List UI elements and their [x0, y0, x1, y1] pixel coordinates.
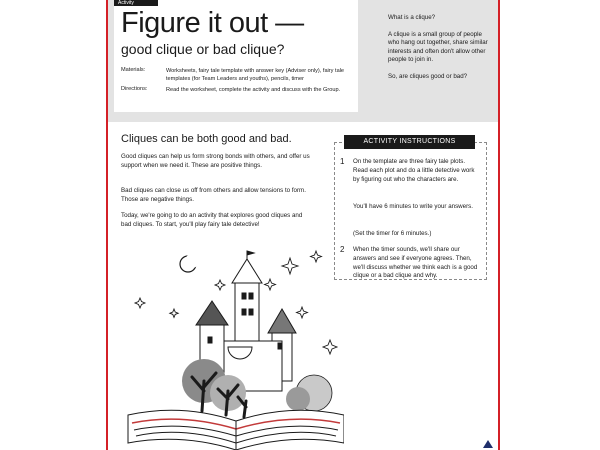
page-subtitle: good clique or bad clique? [121, 41, 285, 57]
step-text: On the template are three fairy tale plots. Read each plot and do a little detective work by figuring out who the characters are. [353, 158, 475, 183]
materials-label: Materials: [121, 67, 146, 73]
next-page-icon[interactable] [483, 440, 493, 448]
clique-definition-box [388, 14, 488, 90]
star-icon [170, 309, 178, 317]
directions-text: Read the worksheet, complete the activity and discuss with the Group. [166, 87, 341, 93]
open-book [128, 410, 344, 450]
star-icon [297, 307, 308, 318]
page-title: Figure it out — [121, 7, 304, 39]
activity-header: ACTIVITY INSTRUCTIONS [344, 135, 475, 149]
paragraph-bad-cliques: Bad cliques can close us off from others and allow tensions to form. Those are negative things. [121, 187, 306, 203]
activity-tag: Activity [114, 0, 158, 6]
step-number: 1 [340, 157, 345, 166]
step-time: You'll have 6 minutes to write your answers. [353, 203, 473, 210]
right-border [498, 0, 500, 450]
step-note: (Set the timer for 6 minutes.) [353, 230, 432, 237]
clique-followup: So, are cliques good or bad? [388, 72, 468, 80]
star-icon [311, 251, 322, 262]
section-heading: Cliques can be both good and bad. [121, 133, 292, 145]
step-number: 2 [340, 245, 345, 254]
materials-text: Worksheets, fairy tale template with answer key (Adviser only), fairy tale templates (for Team Leaders and youths), pencils, timer [166, 68, 345, 82]
star-icon [323, 340, 337, 354]
paragraph-good-cliques: Good cliques can help us form strong bonds with others, and offer us support when we need it. These are positive things. [121, 153, 310, 169]
step-text: When the timer sounds, we'll share our answers and see if everyone agrees. Then, we'll discuss whether we think each is a good clique or a bad clique and why. [353, 246, 478, 280]
star-icon [215, 280, 225, 290]
directions-label: Directions: [121, 86, 148, 92]
moon-icon [180, 254, 199, 272]
star-icon [135, 298, 145, 308]
fairy-tale-castle-illustration [112, 243, 344, 450]
star-icon [265, 279, 276, 290]
clique-question: What is a clique? [388, 14, 436, 21]
paragraph-today: Today, we're going to do an activity that explores good cliques and bad cliques. To start, you'll play fairy tale detective! [121, 212, 303, 228]
clique-definition: A clique is a small group of people who hang out together, share similar interests and often don't allow other people to join in. [388, 30, 488, 64]
star-icon [282, 258, 298, 274]
